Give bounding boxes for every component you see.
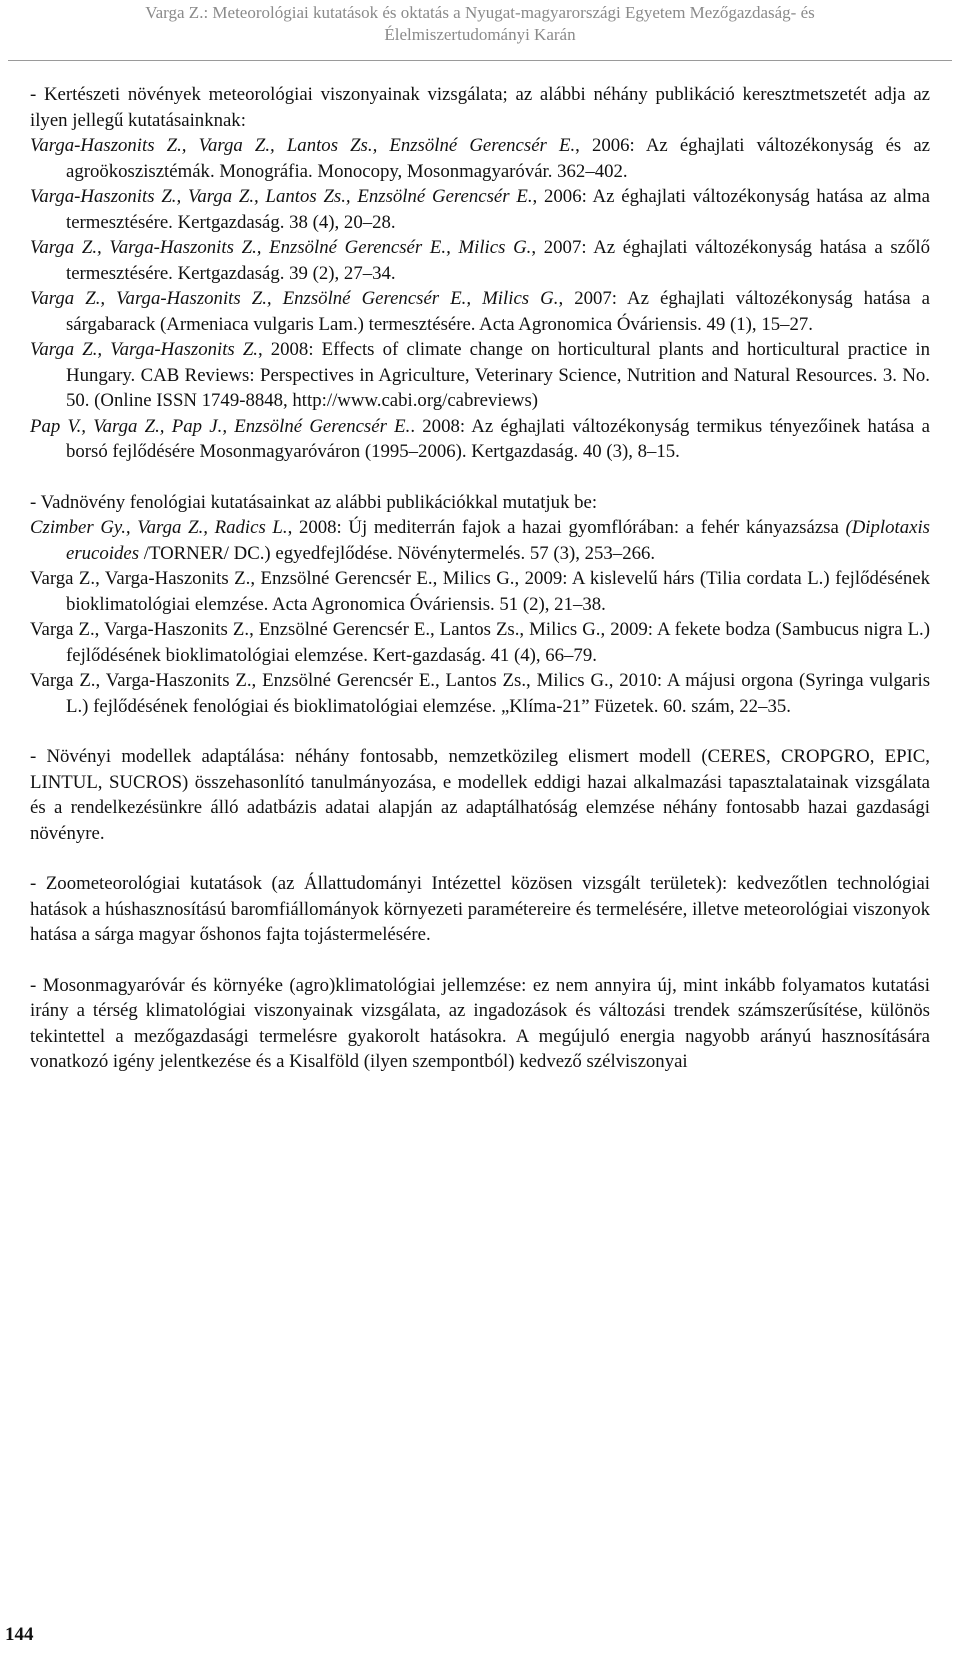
reference-item <box>30 337 930 414</box>
reference-item <box>30 414 930 465</box>
section-intro-phenology: - Vadnövény fenológiai kutatásainkat az alábbi publikációkkal mutatjuk be: <box>30 491 598 513</box>
reference-item <box>30 286 930 337</box>
reference-details: , 2008: Effects of climate change on horticultural plants and horticultural practice in Hungary. CAB Reviews: Perspectives in Agriculture, Veterinary Science, Nutrition and Natural Resources. 3. No. 50. (Online ISSN 1749-8848, http://www.cabi.org/cabreviews) <box>66 339 930 411</box>
reference-authors: Varga Z., Varga-Haszonits Z., Enzsölné Gerencsér E., Lantos Zs., Milics G. <box>30 619 601 640</box>
reference-authors: Varga Z., Varga-Haszonits Z., Enzsölné Gerencsér E., Milics G. <box>30 237 532 258</box>
reference-item <box>30 515 930 566</box>
paragraph-agroclimatology: - Mosonmagyaróvár és környéke (agro)klimatológiai jellemzése: ez nem annyira új, mint inkább folyamatos kutatási irány a térség klimatológiai viszonyainak vizsgálata, az ingadozások és változási trendek számszerűsítése, különös tekintettel a mezőgazdasági termelésre gyakorolt hatásokra. A megújuló energia nagyobb arányú hasznosítására vonatkozó igény jelentkezése és a Kisalföld (ilyen szempontból) kedvező szélviszonyai <box>30 974 930 1072</box>
reference-details: , 2007: Az éghajlati változékonyság hatása a szőlő termesztésére. Kertgazdaság. 39 (2), 27–34. <box>66 237 930 284</box>
spacer <box>30 948 930 973</box>
reference-authors: Varga-Haszonits Z., Varga Z., Lantos Zs., Enzsölné Gerencsér E. <box>30 135 576 156</box>
page-body <box>30 82 930 1075</box>
paragraph-plant-models: - Növényi modellek adaptálása: néhány fontosabb, nemzetközileg elismert modell (CERES, CROPGRO, EPIC, LINTUL, SUCROS) összehasonlító tanulmányozása, e modellek eddigi hazai alkalmazási tapasztalatainak vizsgálata és a rendelkezésünkre álló adatbázis adatai alapján az adaptálhatóság elemzése néhány fontosabb hazai gazdasági növényre. <box>30 746 930 844</box>
reference-item <box>30 566 930 617</box>
reference-details: , 2010: A májusi orgona (Syringa vulgaris L.) fejlődésének fenológiai és bioklimatológiai elemzése. „Klíma-21” Füzetek. 60. szám, 22–35. <box>66 670 930 717</box>
spacer <box>30 719 930 744</box>
reference-authors: Pap V., Varga Z., Pap J., Enzsölné Gerencsér E. <box>30 415 411 437</box>
reference-authors: Varga-Haszonits Z., Varga Z., Lantos Zs., Enzsölné Gerencsér E. <box>30 186 533 207</box>
reference-details: . 2008: Az éghajlati változékonyság termikus tényezőinek hatása a borsó fejlődésére Mosonmagyaróváron (1995–2006). Kertgazdaság. 40 (3), 8–15. <box>66 415 930 462</box>
reference-authors: Czimber Gy., Varga Z., Radics L. <box>30 517 288 538</box>
running-header-line1: Varga Z.: Meteorológiai kutatások és oktatás a Nyugat-magyarországi Egyetem Mezőgazdaság- és <box>145 3 815 22</box>
reference-item <box>30 668 930 719</box>
header-divider <box>8 60 952 61</box>
reference-details: , 2007: Az éghajlati változékonyság hatása a sárgabarack (Armeniaca vulgaris Lam.) termesztésére. Acta Agronomica Óváriensis. 49 (1), 15–27. <box>66 288 931 335</box>
reference-authors: Varga Z., Varga-Haszonits Z., Enzsölné Gerencsér E., Lantos Zs., Milics G. <box>30 670 609 691</box>
reference-details: , 2006: Az éghajlati változékonyság hatása az alma termesztésére. Kertgazdaság. 38 (4), 20–28. <box>66 186 931 233</box>
reference-details: , 2009: A fekete bodza (Sambucus nigra L.) fejlődésének bioklimatológiai elemzése. Kert-gazdaság. 41 (4), 66–79. <box>66 619 930 666</box>
running-header <box>0 0 960 46</box>
reference-item <box>30 235 930 286</box>
page-number: 144 <box>5 1624 34 1645</box>
reference-item <box>30 617 930 668</box>
reference-species-name: (Diplotaxis erucoides <box>66 517 930 564</box>
reference-item <box>30 133 930 184</box>
paragraph-zoometeorology: - Zoometeorológiai kutatások (az Állattudományi Intézettel közösen vizsgált területek): kedvezőtlen technológiai hatások a húshasznosítású baromfiállományok környezeti paramétereire és termelésére, illetve meteorológiai viszonyok hatása a sárga magyar őshonos fajta tojástermelésére. <box>30 873 930 945</box>
reference-details-cont: /TORNER/ DC.) egyedfejlődése. Növénytermelés. 57 (3), 253–266. <box>139 542 656 564</box>
spacer <box>30 846 930 871</box>
reference-details: , 2009: A kislevelű hárs (Tilia cordata L.) fejlődésének bioklimatológiai elemzése. Acta Agronomica Óváriensis. 51 (2), 21–38. <box>66 568 930 615</box>
reference-authors: Varga Z., Varga-Haszonits Z., Enzsölné Gerencsér E., Milics G. <box>30 288 559 309</box>
reference-authors: Varga Z., Varga-Haszonits Z. <box>30 339 258 360</box>
reference-authors: Varga Z., Varga-Haszonits Z., Enzsölné Gerencsér E., Milics G. <box>30 568 515 589</box>
reference-details: , 2008: Új mediterrán fajok a hazai gyomflórában: a fehér kányazsázsa <box>287 517 846 538</box>
section-intro-horticulture: - Kertészeti növények meteorológiai viszonyainak vizsgálata; az alábbi néhány publikáció keresztmetszetét adja az ilyen jellegű kutatásainknak: <box>30 84 930 131</box>
reference-item <box>30 184 930 235</box>
reference-details: , 2006: Az éghajlati változékonyság és az agroökoszisztémák. Monográfia. Monocopy, Mosonmagyaróvár. 362–402. <box>66 135 931 182</box>
running-header-line2: Élelmiszertudományi Karán <box>384 25 576 44</box>
spacer <box>30 465 930 490</box>
